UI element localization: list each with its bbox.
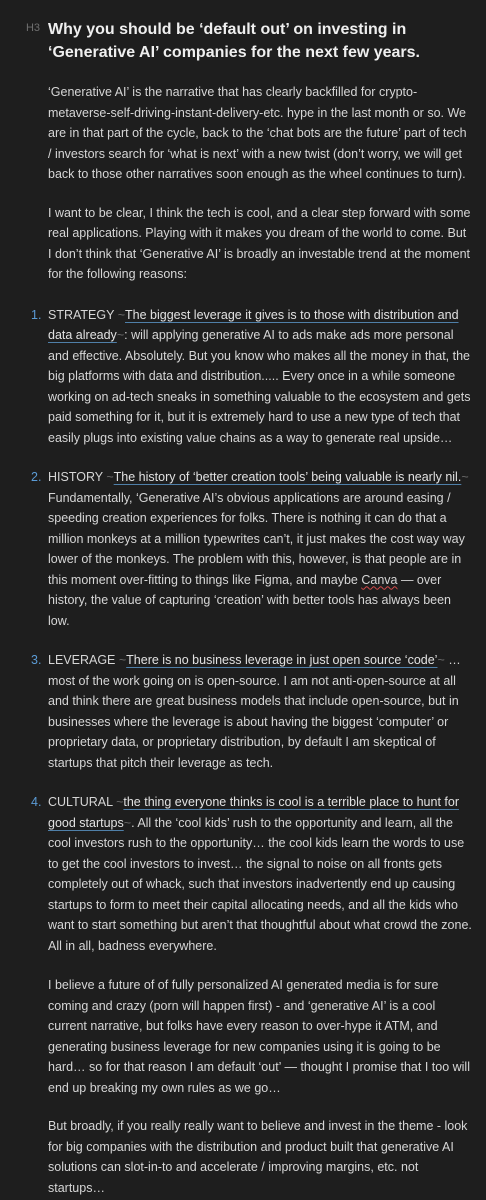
reason-history[interactable] [31,467,472,631]
list-number: 4. [31,795,42,809]
intro-paragraph-2[interactable]: I want to be clear, I think the tech is cool, and a clear step forward with some real applications. Playing with it makes you dream of the world to come. But I don’t think that ‘Generative AI’ is broadly an investable trend at the moment for the following reasons: [48,205,471,281]
reason-cultural[interactable] [31,792,472,956]
highlight-separator: ~ [461,470,469,484]
reason-text: . All the ‘cool kids’ rush to the opportunity and learn, all the cool investors rush to the opportunity… the cool kids learn the words to use to get the cool investors to invest… the signal to noise on all fronts gets completely out of whack, such that investors inadvertently end up causing startups to form to meet their capital allocating needs, and all the kids who want to start something but aren’t that thoughtful about what crowd the zone. All in all, badness everywhere. [48,815,472,953]
heading-row [0,18,472,64]
highlight-separator: ~ [114,307,125,322]
highlight-separator: ~ [112,795,124,809]
intro-paragraph-1[interactable]: ‘Generative AI’ is the narrative that has clearly backfilled for crypto-metaverse-self-driving-instant-delivery-etc. hype in the last month or so. We are in that part of the cycle, back to the ‘chat bots are the future’ part of tech / investors search for ‘what is next’ with a new twist (don’t worry, we will get back to those other narratives soon enough as the wheel continues to turn). [48,85,467,181]
reasons-list [31,305,472,957]
highlight-separator: ~ [115,653,127,667]
reason-text-continued: — over history, the value of capturing ‘creation’ with better tools has always been low. [48,572,451,628]
highlight-separator: ~ [123,815,132,830]
reason-label: CULTURAL [48,795,113,809]
reason-text: … most of the work going on is open-source. I am not anti-open-source at all and think there are great business models that include open-source, but in businesses where the leverage is about having the biggest ‘computer’ or proprietary data, or proprietary distribution, by default I am skeptical of startups that pitch their leverage as tech. [48,653,461,770]
reason-link[interactable]: The biggest leverage it gives is to those with distribution and data already [48,307,459,342]
highlight-separator: ~ [102,470,114,484]
reason-text: Fundamentally, ‘Generative AI’s obvious applications are around easing / speeding creation experiences for folks. There is nothing it can do that a million monkeys at a million typewrites can’t, it just makes the cost way way lower of the monkeys. The problem with this, however, is that people are in this moment over-fitting to things like Figma, and maybe [48,490,465,587]
reason-link[interactable]: The history of ‘better creation tools’ being valuable is nearly nil. [113,470,462,484]
list-number: 1. [31,307,42,322]
highlight-separator: ~ [437,653,445,667]
reason-label: HISTORY [48,470,103,484]
reason-strategy[interactable] [31,305,472,449]
highlight-separator: ~ [116,328,125,342]
reason-text: : will applying generative AI to ads make ads more personal and effective. Absolutely. But you know who makes all the money in that, the big platforms with data and distribution..... Every once in a while someone working on ad-tech sneaks in something valuable to the ecosystem and gets paid something for it, but it is extremely hard to use a new type of tech that easily plugs into existing value chains as a way to generate real upside… [48,328,471,445]
closing-paragraph-1[interactable]: I believe a future of of fully personalized AI generated media is for sure coming and crazy (porn will happen first) - and ‘generative AI’ is a cool current narrative, but folks have every reason to over-hype it ATM, and generating business leverage for new companies using it is going to be hard… so for that reason I am default ‘out’ — thought I promise that I too will end up breaking my own rules as we go… [48,978,470,1095]
reason-link[interactable]: There is no business leverage in just open source ‘code’ [126,653,438,667]
closing-paragraph-2[interactable]: But broadly, if you really really want to believe and invest in the theme - look for big companies with the distribution and product built that generative AI solutions can slot-in-to and accelerate / improving margins, etc. not startups… [48,1119,468,1195]
document-body [31,82,472,1198]
reason-label: LEVERAGE [48,653,116,667]
list-number: 2. [31,470,42,484]
spellcheck-flagged-word[interactable]: Canva [361,572,398,587]
reason-link[interactable]: the thing everyone thinks is cool is a terrible place to hunt for good startups [48,795,459,830]
reason-label: STRATEGY [48,307,115,322]
reason-leverage[interactable] [31,650,472,773]
heading-level-marker: H3 [25,22,40,34]
list-number: 3. [31,653,42,667]
document-heading[interactable]: Why you should be ‘default out’ on investing in ‘Generative AI’ companies for the next few years. [48,21,420,61]
